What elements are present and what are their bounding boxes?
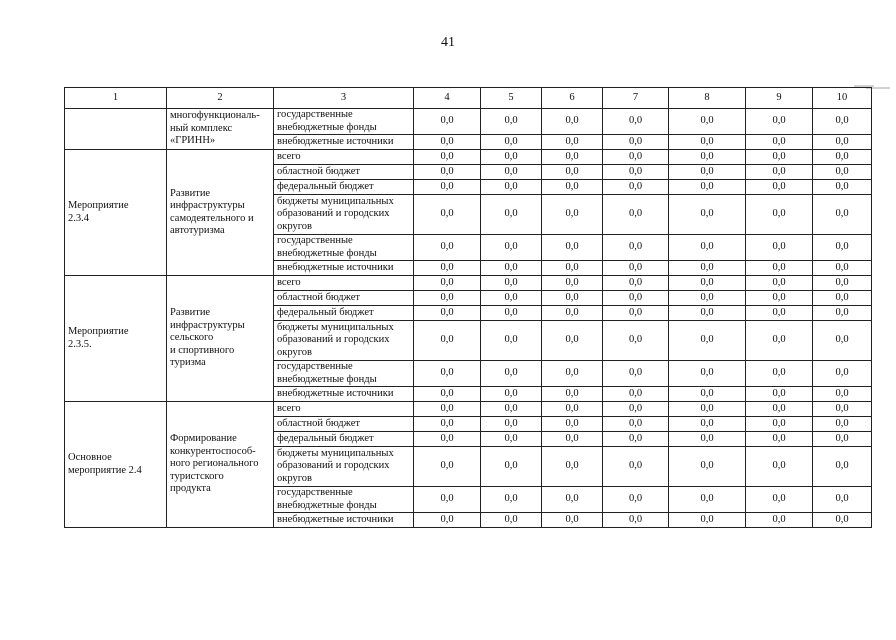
- table-row: [65, 109, 872, 135]
- value-cell: 0,0: [603, 417, 669, 432]
- funding-source-cell: бюджеты муниципальных образований и городских округов: [274, 321, 414, 361]
- value-cell: 0,0: [813, 135, 872, 150]
- value-cell: 0,0: [746, 276, 813, 291]
- activity-code-cell: Мероприятие 2.3.4: [65, 150, 167, 276]
- column-header: 7: [603, 88, 669, 109]
- funding-source-cell: областной бюджет: [274, 291, 414, 306]
- value-cell: 0,0: [414, 135, 481, 150]
- value-cell: 0,0: [414, 109, 481, 135]
- value-cell: 0,0: [414, 276, 481, 291]
- value-cell: 0,0: [746, 487, 813, 513]
- value-cell: 0,0: [813, 195, 872, 235]
- value-cell: 0,0: [481, 306, 542, 321]
- value-cell: 0,0: [542, 321, 603, 361]
- value-cell: 0,0: [669, 195, 746, 235]
- value-cell: 0,0: [603, 513, 669, 528]
- funding-source-cell: бюджеты муниципальных образований и городских округов: [274, 195, 414, 235]
- value-cell: 0,0: [414, 487, 481, 513]
- value-cell: 0,0: [542, 195, 603, 235]
- value-cell: 0,0: [813, 180, 872, 195]
- value-cell: 0,0: [669, 261, 746, 276]
- funding-source-cell: государственные внебюджетные фонды: [274, 361, 414, 387]
- activity-name-cell: Развитие инфраструктуры сельского и спортивного туризма: [167, 276, 274, 402]
- funding-source-cell: всего: [274, 150, 414, 165]
- value-cell: 0,0: [603, 165, 669, 180]
- value-cell: 0,0: [481, 235, 542, 261]
- funding-source-cell: федеральный бюджет: [274, 180, 414, 195]
- value-cell: 0,0: [746, 165, 813, 180]
- value-cell: 0,0: [813, 109, 872, 135]
- column-header: 1: [65, 88, 167, 109]
- value-cell: 0,0: [542, 135, 603, 150]
- value-cell: 0,0: [746, 109, 813, 135]
- value-cell: 0,0: [414, 417, 481, 432]
- value-cell: 0,0: [746, 321, 813, 361]
- value-cell: 0,0: [542, 361, 603, 387]
- value-cell: 0,0: [813, 447, 872, 487]
- value-cell: 0,0: [813, 261, 872, 276]
- value-cell: 0,0: [603, 402, 669, 417]
- value-cell: 0,0: [669, 447, 746, 487]
- value-cell: 0,0: [542, 150, 603, 165]
- value-cell: 0,0: [542, 417, 603, 432]
- table-row: [65, 276, 872, 291]
- value-cell: 0,0: [542, 165, 603, 180]
- funding-source-cell: всего: [274, 276, 414, 291]
- value-cell: 0,0: [813, 417, 872, 432]
- value-cell: 0,0: [603, 387, 669, 402]
- value-cell: 0,0: [746, 387, 813, 402]
- value-cell: 0,0: [481, 109, 542, 135]
- value-cell: 0,0: [481, 387, 542, 402]
- value-cell: 0,0: [542, 109, 603, 135]
- value-cell: 0,0: [813, 487, 872, 513]
- value-cell: 0,0: [813, 165, 872, 180]
- funding-source-cell: федеральный бюджет: [274, 306, 414, 321]
- value-cell: 0,0: [669, 180, 746, 195]
- funding-source-cell: внебюджетные источники: [274, 513, 414, 528]
- value-cell: 0,0: [669, 513, 746, 528]
- value-cell: 0,0: [813, 235, 872, 261]
- funding-source-cell: бюджеты муниципальных образований и городских округов: [274, 447, 414, 487]
- value-cell: 0,0: [481, 513, 542, 528]
- value-cell: 0,0: [542, 291, 603, 306]
- value-cell: 0,0: [813, 321, 872, 361]
- value-cell: 0,0: [746, 291, 813, 306]
- column-header: 4: [414, 88, 481, 109]
- column-header: 2: [167, 88, 274, 109]
- value-cell: 0,0: [414, 432, 481, 447]
- value-cell: 0,0: [481, 402, 542, 417]
- value-cell: 0,0: [669, 321, 746, 361]
- page-number: 41: [441, 35, 455, 50]
- value-cell: 0,0: [813, 150, 872, 165]
- value-cell: 0,0: [481, 361, 542, 387]
- value-cell: 0,0: [481, 180, 542, 195]
- value-cell: 0,0: [542, 276, 603, 291]
- value-cell: 0,0: [481, 417, 542, 432]
- value-cell: 0,0: [746, 195, 813, 235]
- value-cell: 0,0: [669, 165, 746, 180]
- value-cell: 0,0: [542, 432, 603, 447]
- activity-code-cell: Основное мероприятие 2.4: [65, 402, 167, 528]
- table-row: [65, 150, 872, 165]
- value-cell: 0,0: [746, 361, 813, 387]
- value-cell: 0,0: [414, 235, 481, 261]
- value-cell: 0,0: [813, 387, 872, 402]
- value-cell: 0,0: [669, 150, 746, 165]
- value-cell: 0,0: [414, 261, 481, 276]
- funding-source-cell: государственные внебюджетные фонды: [274, 109, 414, 135]
- value-cell: 0,0: [813, 513, 872, 528]
- value-cell: 0,0: [481, 291, 542, 306]
- value-cell: 0,0: [414, 513, 481, 528]
- activity-code-cell: [65, 109, 167, 150]
- value-cell: 0,0: [603, 321, 669, 361]
- value-cell: 0,0: [414, 195, 481, 235]
- value-cell: 0,0: [603, 306, 669, 321]
- value-cell: 0,0: [669, 135, 746, 150]
- value-cell: 0,0: [603, 291, 669, 306]
- value-cell: 0,0: [746, 447, 813, 487]
- value-cell: 0,0: [542, 261, 603, 276]
- funding-source-cell: федеральный бюджет: [274, 432, 414, 447]
- value-cell: 0,0: [414, 387, 481, 402]
- value-cell: 0,0: [414, 165, 481, 180]
- value-cell: 0,0: [813, 306, 872, 321]
- funding-source-cell: внебюджетные источники: [274, 387, 414, 402]
- value-cell: 0,0: [414, 291, 481, 306]
- value-cell: 0,0: [669, 402, 746, 417]
- column-header: 8: [669, 88, 746, 109]
- value-cell: 0,0: [481, 432, 542, 447]
- value-cell: 0,0: [746, 417, 813, 432]
- value-cell: 0,0: [669, 235, 746, 261]
- value-cell: 0,0: [746, 180, 813, 195]
- value-cell: 0,0: [669, 432, 746, 447]
- value-cell: 0,0: [542, 487, 603, 513]
- value-cell: 0,0: [414, 180, 481, 195]
- value-cell: 0,0: [603, 150, 669, 165]
- value-cell: 0,0: [746, 306, 813, 321]
- value-cell: 0,0: [669, 487, 746, 513]
- value-cell: 0,0: [603, 195, 669, 235]
- value-cell: 0,0: [603, 261, 669, 276]
- funding-source-cell: государственные внебюджетные фонды: [274, 487, 414, 513]
- table-row: [65, 402, 872, 417]
- value-cell: 0,0: [813, 276, 872, 291]
- funding-source-cell: областной бюджет: [274, 417, 414, 432]
- value-cell: 0,0: [603, 109, 669, 135]
- header-row: [65, 88, 872, 109]
- value-cell: 0,0: [669, 291, 746, 306]
- value-cell: 0,0: [481, 195, 542, 235]
- value-cell: 0,0: [746, 135, 813, 150]
- value-cell: 0,0: [669, 417, 746, 432]
- value-cell: 0,0: [542, 306, 603, 321]
- value-cell: 0,0: [603, 432, 669, 447]
- value-cell: 0,0: [603, 487, 669, 513]
- value-cell: 0,0: [414, 447, 481, 487]
- value-cell: 0,0: [813, 291, 872, 306]
- activity-name-cell: Развитие инфраструктуры самодеятельного и автотуризма: [167, 150, 274, 276]
- value-cell: 0,0: [746, 150, 813, 165]
- value-cell: 0,0: [669, 387, 746, 402]
- value-cell: 0,0: [481, 487, 542, 513]
- value-cell: 0,0: [481, 321, 542, 361]
- funding-source-cell: внебюджетные источники: [274, 135, 414, 150]
- value-cell: 0,0: [414, 402, 481, 417]
- value-cell: 0,0: [603, 276, 669, 291]
- value-cell: 0,0: [746, 513, 813, 528]
- value-cell: 0,0: [481, 447, 542, 487]
- value-cell: 0,0: [542, 447, 603, 487]
- value-cell: 0,0: [481, 150, 542, 165]
- funding-source-cell: внебюджетные источники: [274, 261, 414, 276]
- value-cell: 0,0: [603, 180, 669, 195]
- value-cell: 0,0: [414, 150, 481, 165]
- value-cell: 0,0: [542, 387, 603, 402]
- value-cell: 0,0: [603, 235, 669, 261]
- value-cell: 0,0: [813, 432, 872, 447]
- value-cell: 0,0: [669, 306, 746, 321]
- value-cell: 0,0: [603, 447, 669, 487]
- value-cell: 0,0: [414, 321, 481, 361]
- value-cell: 0,0: [603, 361, 669, 387]
- value-cell: 0,0: [542, 180, 603, 195]
- value-cell: 0,0: [414, 306, 481, 321]
- activity-code-cell: Мероприятие 2.3.5.: [65, 276, 167, 402]
- value-cell: 0,0: [481, 135, 542, 150]
- value-cell: 0,0: [813, 361, 872, 387]
- value-cell: 0,0: [481, 261, 542, 276]
- budget-table: [64, 87, 872, 528]
- column-header: 5: [481, 88, 542, 109]
- value-cell: 0,0: [542, 402, 603, 417]
- column-header: 3: [274, 88, 414, 109]
- activity-name-cell: Формирование конкурентоспособ- ного регионального туристского продукта: [167, 402, 274, 528]
- value-cell: 0,0: [669, 361, 746, 387]
- value-cell: 0,0: [542, 235, 603, 261]
- value-cell: 0,0: [813, 402, 872, 417]
- value-cell: 0,0: [746, 402, 813, 417]
- funding-source-cell: государственные внебюджетные фонды: [274, 235, 414, 261]
- value-cell: 0,0: [746, 235, 813, 261]
- funding-source-cell: областной бюджет: [274, 165, 414, 180]
- value-cell: 0,0: [414, 361, 481, 387]
- value-cell: 0,0: [746, 261, 813, 276]
- value-cell: 0,0: [481, 165, 542, 180]
- column-header: 9: [746, 88, 813, 109]
- value-cell: 0,0: [481, 276, 542, 291]
- value-cell: 0,0: [746, 432, 813, 447]
- activity-name-cell: многофункциональ- ный комплекс «ГРИНН»: [167, 109, 274, 150]
- value-cell: 0,0: [669, 276, 746, 291]
- funding-source-cell: всего: [274, 402, 414, 417]
- value-cell: 0,0: [542, 513, 603, 528]
- value-cell: 0,0: [669, 109, 746, 135]
- value-cell: 0,0: [603, 135, 669, 150]
- column-header: 6: [542, 88, 603, 109]
- column-header: 10: [813, 88, 872, 109]
